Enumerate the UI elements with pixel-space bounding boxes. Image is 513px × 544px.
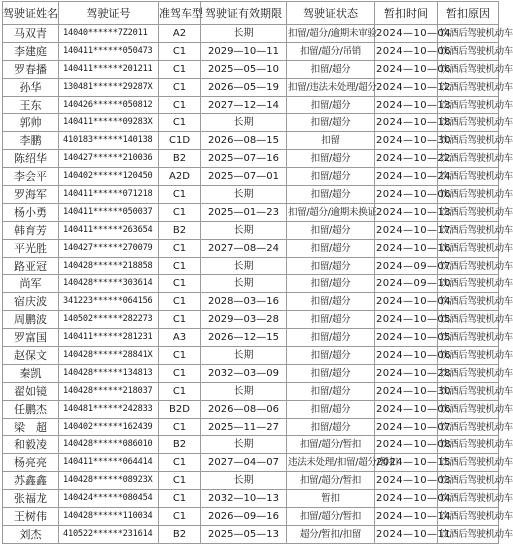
suspension-reason-cell: 饮酒后驾驶机动车 xyxy=(438,203,499,221)
license-status-cell: 扣留/超分 xyxy=(287,329,375,347)
license-number-cell: 140411******263654 xyxy=(59,221,159,239)
suspension-reason-cell: 饮酒后驾驶机动车 xyxy=(438,418,499,436)
table-row xyxy=(3,382,499,400)
license-status-cell: 扣留/违法未处理/超分 xyxy=(287,78,375,96)
driver-name-cell: 任鹏杰 xyxy=(3,400,59,418)
table-row xyxy=(3,436,499,454)
table-row xyxy=(3,132,499,150)
suspension-reason-cell: 饮酒后驾驶机动车 xyxy=(438,60,499,78)
table-row xyxy=(3,347,499,365)
header-license-number: 驾驶证号 xyxy=(59,2,159,25)
license-number-cell: 140411******050037 xyxy=(59,203,159,221)
validity-period-cell: 长期 xyxy=(201,25,287,43)
license-status-cell: 扣留/超分 xyxy=(287,418,375,436)
suspension-date-cell: 2024—10—11 xyxy=(375,525,438,543)
table-row xyxy=(3,400,499,418)
suspension-date-cell: 2024—10—06 xyxy=(375,400,438,418)
vehicle-class-cell: C1 xyxy=(159,418,201,436)
driver-name-cell: 罗海军 xyxy=(3,186,59,204)
suspension-reason-cell: 饮酒后驾驶机动车 xyxy=(438,186,499,204)
license-number-cell: 140428******086010 xyxy=(59,436,159,454)
suspension-date-cell: 2024—10—16 xyxy=(375,239,438,257)
vehicle-class-cell: C1 xyxy=(159,347,201,365)
vehicle-class-cell: C1 xyxy=(159,257,201,275)
suspension-reason-cell: 饮酒后驾驶机动车 xyxy=(438,454,499,472)
suspension-reason-cell: 饮酒后驾驶机动车 xyxy=(438,150,499,168)
validity-period-cell: 长期 xyxy=(201,257,287,275)
validity-period-cell: 2027—04—07 xyxy=(201,454,287,472)
vehicle-class-cell: C1 xyxy=(159,382,201,400)
vehicle-class-cell: B2 xyxy=(159,221,201,239)
suspension-date-cell: 2024—10—17 xyxy=(375,221,438,239)
suspension-reason-cell: 饮酒后驾驶机动车 xyxy=(438,221,499,239)
validity-period-cell: 2032—03—09 xyxy=(201,364,287,382)
vehicle-class-cell: C1 xyxy=(159,203,201,221)
driver-name-cell: 翟如镜 xyxy=(3,382,59,400)
suspension-date-cell: 2024—10—03 xyxy=(375,472,438,490)
driver-name-cell: 李会平 xyxy=(3,168,59,186)
vehicle-class-cell: C1D xyxy=(159,132,201,150)
license-number-cell: 140428******134813 xyxy=(59,364,159,382)
license-number-cell: 140411******064414 xyxy=(59,454,159,472)
license-number-cell: 140427******210036 xyxy=(59,150,159,168)
validity-period-cell: 2025—01—23 xyxy=(201,203,287,221)
license-number-cell: 140424******080454 xyxy=(59,490,159,508)
suspension-reason-cell: 饮酒后驾驶机动车 xyxy=(438,78,499,96)
license-status-cell: 扣留/超分 xyxy=(287,257,375,275)
license-status-cell: 扣留/超分 xyxy=(287,293,375,311)
validity-period-cell: 长期 xyxy=(201,221,287,239)
license-status-cell: 扣留 xyxy=(287,132,375,150)
suspension-date-cell: 2024—10—08 xyxy=(375,436,438,454)
license-status-cell: 扣留/超分 xyxy=(287,221,375,239)
table-row xyxy=(3,275,499,293)
header-vehicle-class: 准驾车型 xyxy=(159,2,201,25)
vehicle-class-cell: C1 xyxy=(159,508,201,526)
suspension-date-cell: 2024—10—15 xyxy=(375,454,438,472)
validity-period-cell: 2029—10—11 xyxy=(201,42,287,60)
driver-name-cell: 刘杰 xyxy=(3,525,59,543)
vehicle-class-cell: C1 xyxy=(159,490,201,508)
license-status-cell: 扣留/超分 xyxy=(287,400,375,418)
suspension-reason-cell: 饮酒后驾驶机动车 xyxy=(438,293,499,311)
driver-name-cell: 韩育芳 xyxy=(3,221,59,239)
vehicle-class-cell: B2 xyxy=(159,436,201,454)
validity-period-cell: 2025—11—27 xyxy=(201,418,287,436)
table-row xyxy=(3,42,499,60)
table-row xyxy=(3,114,499,132)
license-status-cell: 扣留/超分 xyxy=(287,186,375,204)
suspension-reason-cell: 饮酒后驾驶机动车 xyxy=(438,508,499,526)
suspension-reason-cell: 饮酒后驾驶机动车 xyxy=(438,257,499,275)
license-number-cell: 410522******231614 xyxy=(59,525,159,543)
suspension-reason-cell: 饮酒后驾驶机动车 xyxy=(438,472,499,490)
table-row xyxy=(3,525,499,543)
driver-name-cell: 平光胜 xyxy=(3,239,59,257)
validity-period-cell: 2026—09—16 xyxy=(201,508,287,526)
vehicle-class-cell: C1 xyxy=(159,472,201,490)
suspension-date-cell: 2024—10—07 xyxy=(375,418,438,436)
table-row xyxy=(3,472,499,490)
table-row xyxy=(3,221,499,239)
license-status-cell: 违法未处理/扣留/超分/暂扣 xyxy=(287,454,375,472)
validity-period-cell: 长期 xyxy=(201,114,287,132)
table-header xyxy=(3,2,499,25)
table-row xyxy=(3,418,499,436)
suspension-reason-cell: 饮酒后驾驶机动车 xyxy=(438,400,499,418)
suspension-reason-cell: 饮酒后驾驶机动车 xyxy=(438,25,499,43)
license-number-cell: 140428******303614 xyxy=(59,275,159,293)
suspension-date-cell: 2024—10—04 xyxy=(375,25,438,43)
validity-period-cell: 2027—12—14 xyxy=(201,96,287,114)
driver-name-cell: 周鹏波 xyxy=(3,311,59,329)
license-number-cell: 130481******29287X xyxy=(59,78,159,96)
table-row xyxy=(3,203,499,221)
vehicle-class-cell: A2 xyxy=(159,25,201,43)
driver-name-cell: 罗春播 xyxy=(3,60,59,78)
license-status-cell: 扣留/超分 xyxy=(287,60,375,78)
license-status-cell: 扣留/超分 xyxy=(287,382,375,400)
validity-period-cell: 长期 xyxy=(201,436,287,454)
license-status-cell: 扣留/超分/暂扣 xyxy=(287,436,375,454)
driver-name-cell: 李建庭 xyxy=(3,42,59,60)
suspension-reason-cell: 饮酒后驾驶机动车 xyxy=(438,347,499,365)
suspension-date-cell: 2024—10—06 xyxy=(375,60,438,78)
table-row xyxy=(3,257,499,275)
table-row xyxy=(3,96,499,114)
driver-name-cell: 孙华 xyxy=(3,78,59,96)
suspension-reason-cell: 饮酒后驾驶机动车 xyxy=(438,168,499,186)
vehicle-class-cell: C1 xyxy=(159,186,201,204)
license-number-cell: 140402******162439 xyxy=(59,418,159,436)
suspension-date-cell: 2024—10—18 xyxy=(375,114,438,132)
license-status-cell: 扣留/超分 xyxy=(287,150,375,168)
suspension-date-cell: 2024—10—06 xyxy=(375,186,438,204)
suspension-date-cell: 2024—10—13 xyxy=(375,96,438,114)
driver-name-cell: 赵保文 xyxy=(3,347,59,365)
vehicle-class-cell: C1 xyxy=(159,454,201,472)
suspension-date-cell: 2024—09—07 xyxy=(375,257,438,275)
license-number-cell: 140428******110034 xyxy=(59,508,159,526)
validity-period-cell: 长期 xyxy=(201,186,287,204)
suspension-reason-cell: 饮酒后驾驶机动车 xyxy=(438,329,499,347)
license-status-cell: 扣留/超分/暂扣 xyxy=(287,508,375,526)
license-number-cell: 140402******120450 xyxy=(59,168,159,186)
driver-name-cell: 苏鑫鑫 xyxy=(3,472,59,490)
validity-period-cell: 2026—08—06 xyxy=(201,400,287,418)
vehicle-class-cell: C1 xyxy=(159,78,201,96)
license-number-cell: 140481******242833 xyxy=(59,400,159,418)
vehicle-class-cell: C1 xyxy=(159,60,201,78)
suspension-date-cell: 2024—10—04 xyxy=(375,490,438,508)
validity-period-cell: 2027—08—24 xyxy=(201,239,287,257)
suspension-reason-cell: 饮酒后驾驶机动车 xyxy=(438,525,499,543)
license-number-cell: 140427******270079 xyxy=(59,239,159,257)
suspension-date-cell: 2024—10—30 xyxy=(375,382,438,400)
header-suspension-reason: 暂扣原因 xyxy=(438,2,499,25)
header-license-status: 驾驶证状态 xyxy=(287,2,375,25)
suspension-date-cell: 2024—10—04 xyxy=(375,293,438,311)
suspension-date-cell: 2024—10—14 xyxy=(375,508,438,526)
vehicle-class-cell: C1 xyxy=(159,96,201,114)
driver-name-cell: 张福龙 xyxy=(3,490,59,508)
validity-period-cell: 2025—05—10 xyxy=(201,60,287,78)
vehicle-class-cell: C1 xyxy=(159,293,201,311)
suspension-reason-cell: 饮酒后驾驶机动车 xyxy=(438,275,499,293)
driver-name-cell: 马双青 xyxy=(3,25,59,43)
vehicle-class-cell: C1 xyxy=(159,239,201,257)
validity-period-cell: 长期 xyxy=(201,347,287,365)
table-row xyxy=(3,25,499,43)
suspension-date-cell: 2024—09—10 xyxy=(375,275,438,293)
suspension-reason-cell: 饮酒后驾驶机动车 xyxy=(438,132,499,150)
suspension-date-cell: 2024—10—06 xyxy=(375,42,438,60)
vehicle-class-cell: A2D xyxy=(159,168,201,186)
table-row xyxy=(3,490,499,508)
suspension-date-cell: 2024—10—24 xyxy=(375,168,438,186)
driver-name-cell: 王东 xyxy=(3,96,59,114)
table-row xyxy=(3,329,499,347)
validity-period-cell: 2032—10—13 xyxy=(201,490,287,508)
validity-period-cell: 2029—03—28 xyxy=(201,311,287,329)
validity-period-cell: 2026—12—15 xyxy=(201,329,287,347)
vehicle-class-cell: B2 xyxy=(159,525,201,543)
vehicle-class-cell: B2D xyxy=(159,400,201,418)
suspension-date-cell: 2024—10—30 xyxy=(375,132,438,150)
driver-name-cell: 陈绍华 xyxy=(3,150,59,168)
suspension-date-cell: 2024—10—06 xyxy=(375,347,438,365)
table-row xyxy=(3,364,499,382)
license-status-cell: 扣留/超分 xyxy=(287,168,375,186)
table-row xyxy=(3,508,499,526)
header-suspension-date: 暂扣时间 xyxy=(375,2,438,25)
license-status-cell: 超分/暂扣/扣留 xyxy=(287,525,375,543)
vehicle-class-cell: B2 xyxy=(159,150,201,168)
suspension-reason-cell: 饮酒后驾驶机动车 xyxy=(438,311,499,329)
driver-name-cell: 杨小勇 xyxy=(3,203,59,221)
record-table-container xyxy=(2,1,513,544)
license-status-cell: 扣留/超分 xyxy=(287,96,375,114)
vehicle-class-cell: C1 xyxy=(159,364,201,382)
table-row xyxy=(3,60,499,78)
license-number-cell: 410183******140138 xyxy=(59,132,159,150)
suspension-reason-cell: 饮酒后驾驶机动车 xyxy=(438,114,499,132)
driver-name-cell: 郭帅 xyxy=(3,114,59,132)
suspension-date-cell: 2024—10—05 xyxy=(375,311,438,329)
license-status-cell: 扣留/超分 xyxy=(287,347,375,365)
license-number-cell: 140428******08923X xyxy=(59,472,159,490)
validity-period-cell: 长期 xyxy=(201,275,287,293)
license-number-cell: 341223******064156 xyxy=(59,293,159,311)
driver-name-cell: 尚军 xyxy=(3,275,59,293)
license-number-cell: 140426******050812 xyxy=(59,96,159,114)
validity-period-cell: 长期 xyxy=(201,382,287,400)
license-number-cell: 140411******281231 xyxy=(59,329,159,347)
table-row xyxy=(3,293,499,311)
vehicle-class-cell: C1 xyxy=(159,275,201,293)
suspension-reason-cell: 饮酒后驾驶机动车 xyxy=(438,382,499,400)
driver-name-cell: 李鹏 xyxy=(3,132,59,150)
license-number-cell: 140411******071218 xyxy=(59,186,159,204)
table-row xyxy=(3,311,499,329)
suspension-date-cell: 2024—10—28 xyxy=(375,364,438,382)
table-row xyxy=(3,78,499,96)
table-row xyxy=(3,168,499,186)
validity-period-cell: 2028—03—16 xyxy=(201,293,287,311)
suspension-reason-cell: 饮酒后驾驶机动车 xyxy=(438,239,499,257)
license-status-cell: 扣留/超分/暂扣 xyxy=(287,472,375,490)
license-number-cell: 140428******218858 xyxy=(59,257,159,275)
vehicle-class-cell: A3 xyxy=(159,329,201,347)
driver-name-cell: 和毅凌 xyxy=(3,436,59,454)
record-table xyxy=(2,1,513,544)
driver-name-cell: 宿庆波 xyxy=(3,293,59,311)
license-status-cell: 暂扣 xyxy=(287,490,375,508)
license-number-cell: 140428******218037 xyxy=(59,382,159,400)
license-number-cell: 140411******09283X xyxy=(59,114,159,132)
suspension-date-cell: 2024—10—22 xyxy=(375,150,438,168)
table-row xyxy=(3,454,499,472)
license-status-cell: 扣留/超分 xyxy=(287,311,375,329)
license-number-cell: 140502******282273 xyxy=(59,311,159,329)
license-status-cell: 扣留/超分 xyxy=(287,114,375,132)
table-body xyxy=(3,25,513,544)
suspension-reason-cell: 饮酒后驾驶机动车 xyxy=(438,490,499,508)
vehicle-class-cell: C1 xyxy=(159,114,201,132)
validity-period-cell: 2025—05—13 xyxy=(201,525,287,543)
license-number-cell: 140428******28841X xyxy=(59,347,159,365)
suspension-reason-cell: 饮酒后驾驶机动车 xyxy=(438,96,499,114)
header-validity-period: 驾驶证有效期限 xyxy=(201,2,287,25)
validity-period-cell: 2025—07—01 xyxy=(201,168,287,186)
license-number-cell: 140411******050473 xyxy=(59,42,159,60)
driver-name-cell: 梁 超 xyxy=(3,418,59,436)
driver-name-cell: 王树伟 xyxy=(3,508,59,526)
table-row xyxy=(3,239,499,257)
suspension-reason-cell: 饮酒后驾驶机动车 xyxy=(438,42,499,60)
header-driver-name: 驾驶证姓名 xyxy=(3,2,59,25)
suspension-date-cell: 2024—10—12 xyxy=(375,78,438,96)
license-status-cell: 扣留/超分/吊销 xyxy=(287,42,375,60)
driver-name-cell: 秦凯 xyxy=(3,364,59,382)
validity-period-cell: 2026—05—19 xyxy=(201,78,287,96)
license-status-cell: 扣留/超分 xyxy=(287,275,375,293)
validity-period-cell: 2025—07—16 xyxy=(201,150,287,168)
table-row xyxy=(3,186,499,204)
suspension-reason-cell: 饮酒后驾驶机动车 xyxy=(438,364,499,382)
driver-name-cell: 路亚冠 xyxy=(3,257,59,275)
license-status-cell: 扣留/超分 xyxy=(287,239,375,257)
license-number-cell: 140411******201211 xyxy=(59,60,159,78)
suspension-reason-cell: 饮酒后驾驶机动车 xyxy=(438,436,499,454)
license-status-cell: 扣留/超分/逾期未换证 xyxy=(287,203,375,221)
license-number-cell: 14040******7Z2011 xyxy=(59,25,159,43)
validity-period-cell: 长期 xyxy=(201,472,287,490)
table-row xyxy=(3,150,499,168)
validity-period-cell: 2026—08—15 xyxy=(201,132,287,150)
license-status-cell: 扣留/超分 xyxy=(287,364,375,382)
driver-name-cell: 杨亮亮 xyxy=(3,454,59,472)
driver-name-cell: 罗富国 xyxy=(3,329,59,347)
vehicle-class-cell: C1 xyxy=(159,311,201,329)
license-status-cell: 扣留/超分/逾期未审验 xyxy=(287,25,375,43)
header-row xyxy=(3,2,499,25)
suspension-date-cell: 2024—10—05 xyxy=(375,329,438,347)
vehicle-class-cell: C1 xyxy=(159,42,201,60)
suspension-date-cell: 2024—10—13 xyxy=(375,203,438,221)
